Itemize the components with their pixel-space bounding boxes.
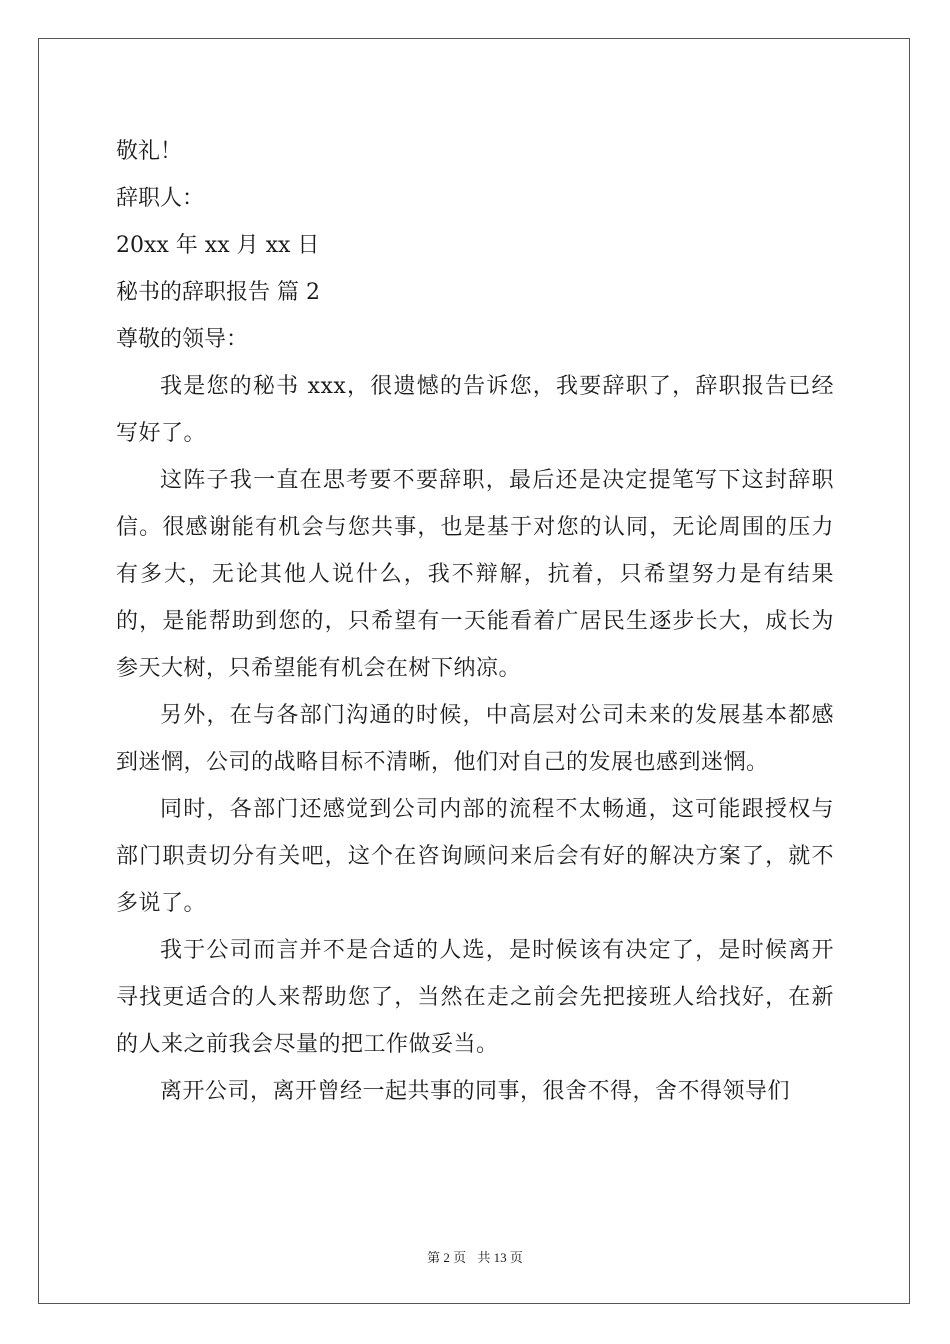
closing-salutation: 敬礼！ bbox=[116, 139, 183, 164]
page-total: 共 13 页 bbox=[477, 1250, 523, 1265]
resigner-label: 辞职人： bbox=[116, 186, 205, 211]
paragraph-2: 这阵子我一直在思考要不要辞职，最后还是决定提笔写下这封辞职信。很感谢能有机会与您共事，也是基于对您的认同，无论周围的压力有多大，无论其他人说什么，我不辩解，抗着，只希望努力是有结果的，是能帮助到您的，只希望有一天能看着广居民生逐步长大，成长为参天大树，只希望能有机会在树下纳凉。 bbox=[116, 468, 834, 681]
section-title: 秘书的辞职报告 篇 2 bbox=[116, 280, 320, 305]
date-line: 20xx 年 xx 月 xx 日 bbox=[116, 233, 320, 258]
paragraph-4: 同时，各部门还感觉到公司内部的流程不太畅通，这可能跟授权与部门职责切分有关吧，这个在咨询顾问来后会有好的解决方案了，就不多说了。 bbox=[116, 797, 834, 916]
page-number: 第 2 页 bbox=[427, 1250, 467, 1265]
paragraph-6: 离开公司，离开曾经一起共事的同事，很舍不得，舍不得领导们 bbox=[160, 1079, 791, 1104]
paragraph-5: 我于公司而言并不是合适的人选，是时候该有决定了，是时候离开寻找更适合的人来帮助您了，当然在走之前会先把接班人给找好，在新的人来之前我会尽量的把工作做妥当。 bbox=[116, 938, 834, 1057]
greeting: 尊敬的领导： bbox=[116, 327, 249, 352]
document-body bbox=[116, 128, 834, 1115]
page-footer bbox=[0, 1247, 950, 1266]
paragraph-3: 另外，在与各部门沟通的时候，中高层对公司未来的发展基本都感到迷惘，公司的战略目标不清晰，他们对自己的发展也感到迷惘。 bbox=[116, 703, 834, 775]
paragraph-1: 我是您的秘书 xxx，很遗憾的告诉您，我要辞职了，辞职报告已经写好了。 bbox=[116, 374, 834, 446]
